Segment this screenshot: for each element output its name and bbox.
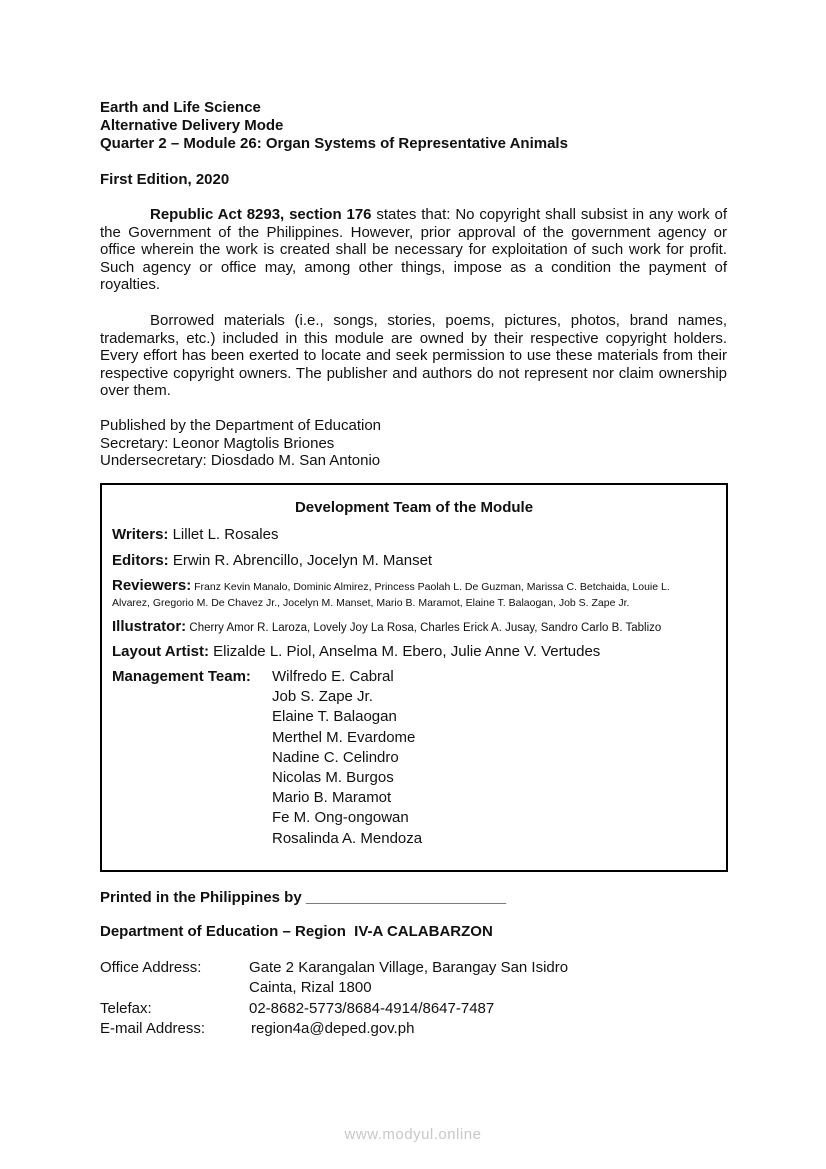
delivery-mode: Alternative Delivery Mode	[100, 117, 284, 134]
reviewers-label: Reviewers:	[112, 577, 192, 594]
contact-info	[100, 959, 727, 1049]
management-member: Job S. Zape Jr.	[272, 688, 373, 706]
illustrator-row	[112, 618, 716, 635]
telefax-value: 02-8682-5773/8684-4914/8647-7487	[249, 1000, 495, 1017]
copyright-paragraph	[100, 206, 727, 294]
management-member: Merthel M. Evardome	[272, 728, 416, 746]
copyright-text: states that: No copyright shall subsist in any work of the Government of the Philippines. However, prior approval of the government agency or office wherein the work is created shall be necessary for exploitation of such work for profit. Such agency or office may, among other things, impose as a condition the payment of royalties.	[100, 206, 728, 293]
editors-names: Erwin R. Abrencillo, Jocelyn M. Manset	[168, 552, 433, 569]
subject-title: Earth and Life Science	[100, 99, 261, 116]
email-label: E-mail Address:	[100, 1020, 206, 1037]
management-member: Elaine T. Balaogan	[272, 708, 397, 726]
illustrator-label: Illustrator:	[112, 618, 187, 635]
writers-row	[112, 526, 716, 543]
document-header	[100, 99, 727, 189]
module-title: Quarter 2 – Module 26: Organ Systems of Representative Animals	[100, 135, 568, 152]
layout-label: Layout Artist:	[112, 643, 209, 660]
reviewers-row	[112, 577, 716, 594]
email-value[interactable]: region4a@deped.gov.ph	[251, 1020, 415, 1037]
office-address-1: Gate 2 Karangalan Village, Barangay San Isidro	[249, 959, 569, 976]
editors-row	[112, 552, 716, 569]
published-by: Published by the Department of Education	[100, 417, 382, 434]
office-label: Office Address:	[100, 959, 202, 976]
printed-by: Printed in the Philippines by ________________________	[100, 889, 507, 906]
watermark: www.modyul.online	[344, 1126, 482, 1143]
development-team-box	[100, 483, 728, 872]
republic-act-ref: Republic Act 8293, section 176	[150, 206, 372, 223]
region-title: Department of Education – Region IV-A CALABARZON	[100, 923, 493, 940]
writers-names: Lillet L. Rosales	[168, 526, 279, 543]
illustrator-names: Cherry Amor R. Laroza, Lovely Joy La Rosa, Charles Erick A. Jusay, Sandro Carlo B. Tablizo	[186, 622, 662, 634]
publisher-info	[100, 417, 727, 470]
management-member: Rosalinda A. Mendoza	[272, 829, 423, 847]
management-list	[272, 667, 422, 849]
team-title: Development Team of the Module	[294, 499, 534, 516]
management-label: Management Team:	[112, 668, 251, 685]
office-address-2: Cainta, Rizal 1800	[249, 979, 372, 996]
management-member: Mario B. Maramot	[272, 789, 392, 807]
management-member: Fe M. Ong-ongowan	[272, 809, 409, 827]
secretary: Secretary: Leonor Magtolis Briones	[100, 434, 335, 452]
edition: First Edition, 2020	[100, 171, 230, 188]
reviewers-names-cont: Alvarez, Gregorio M. De Chavez Jr., Jocelyn M. Manset, Mario B. Maramot, Elaine T. Balaogan, Job S. Zape Jr.	[112, 597, 630, 609]
reviewers-names: Franz Kevin Manalo, Dominic Almirez, Princess Paolah L. De Guzman, Marissa C. Betchaida, Louie L.	[191, 581, 670, 593]
writers-label: Writers:	[112, 526, 169, 543]
management-row	[112, 668, 716, 847]
borrowed-materials-paragraph: Borrowed materials (i.e., songs, stories, poems, pictures, photos, brand names, trademarks, etc.) included in this module are owned by their respective copyright holders. Every effort has been exerted to locate and seek permission to use these materials from their respective copyright owners. The publisher and authors do not represent nor claim ownership over them.	[100, 312, 727, 399]
editors-label: Editors:	[112, 552, 169, 569]
telefax-label: Telefax:	[100, 1000, 152, 1017]
management-member: Nicolas M. Burgos	[272, 768, 394, 786]
management-member: Wilfredo E. Cabral	[272, 668, 394, 685]
management-member: Nadine C. Celindro	[272, 748, 399, 766]
undersecretary: Undersecretary: Diosdado M. San Antonio	[100, 452, 381, 469]
layout-names: Elizalde L. Piol, Anselma M. Ebero, Julie Anne V. Vertudes	[208, 643, 601, 660]
layout-artist-row	[112, 643, 716, 660]
